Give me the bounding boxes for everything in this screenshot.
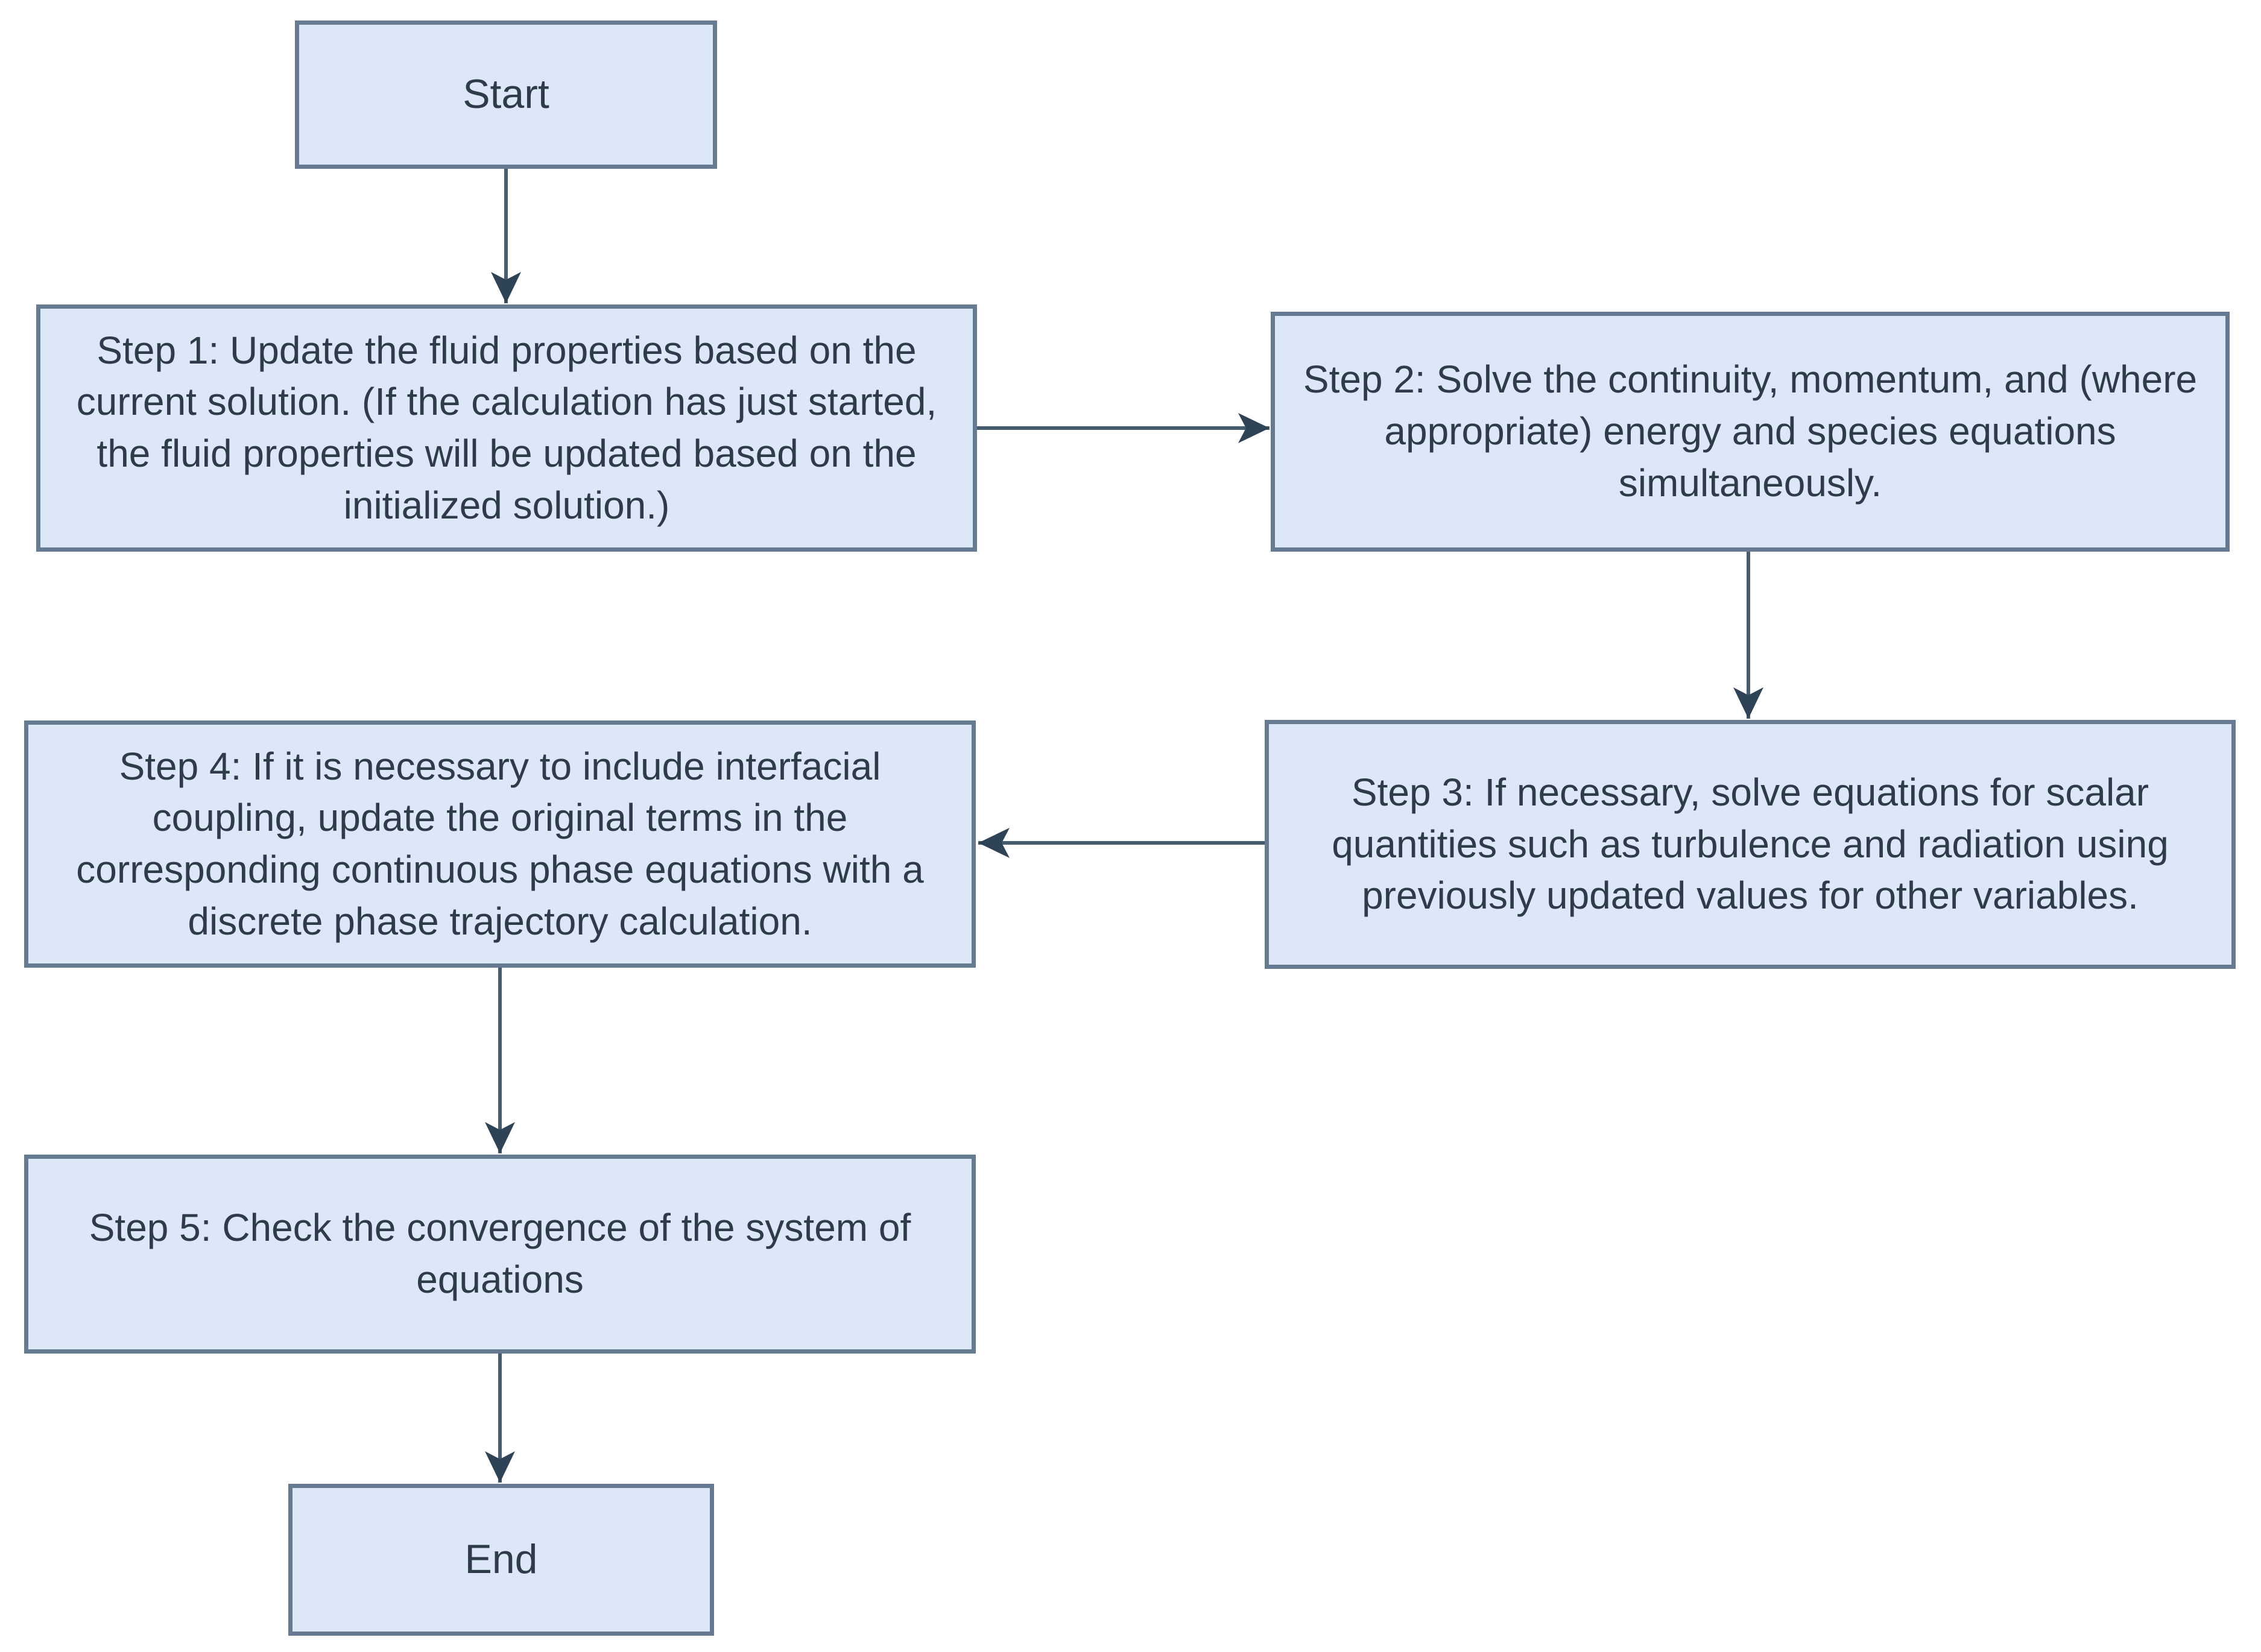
node-step2: Step 2: Solve the continuity, momentum, and (where appropriate) energy and species equations simultaneously.	[1271, 312, 2230, 552]
node-step5: Step 5: Check the convergence of the system of equations	[24, 1155, 976, 1354]
node-start: Start	[295, 20, 717, 169]
node-step1: Step 1: Update the fluid properties based on the current solution. (If the calculation has just started, the fluid properties will be updated based on the initialized solution.)	[36, 304, 977, 552]
node-step3: Step 3: If necessary, solve equations for scalar quantities such as turbulence and radiation using previously updated values for other variables.	[1265, 720, 2236, 969]
node-step4: Step 4: If it is necessary to include interfacial coupling, update the original terms in the corresponding continuous phase equations with a discrete phase trajectory calculation.	[24, 720, 976, 968]
node-end: End	[288, 1484, 714, 1636]
